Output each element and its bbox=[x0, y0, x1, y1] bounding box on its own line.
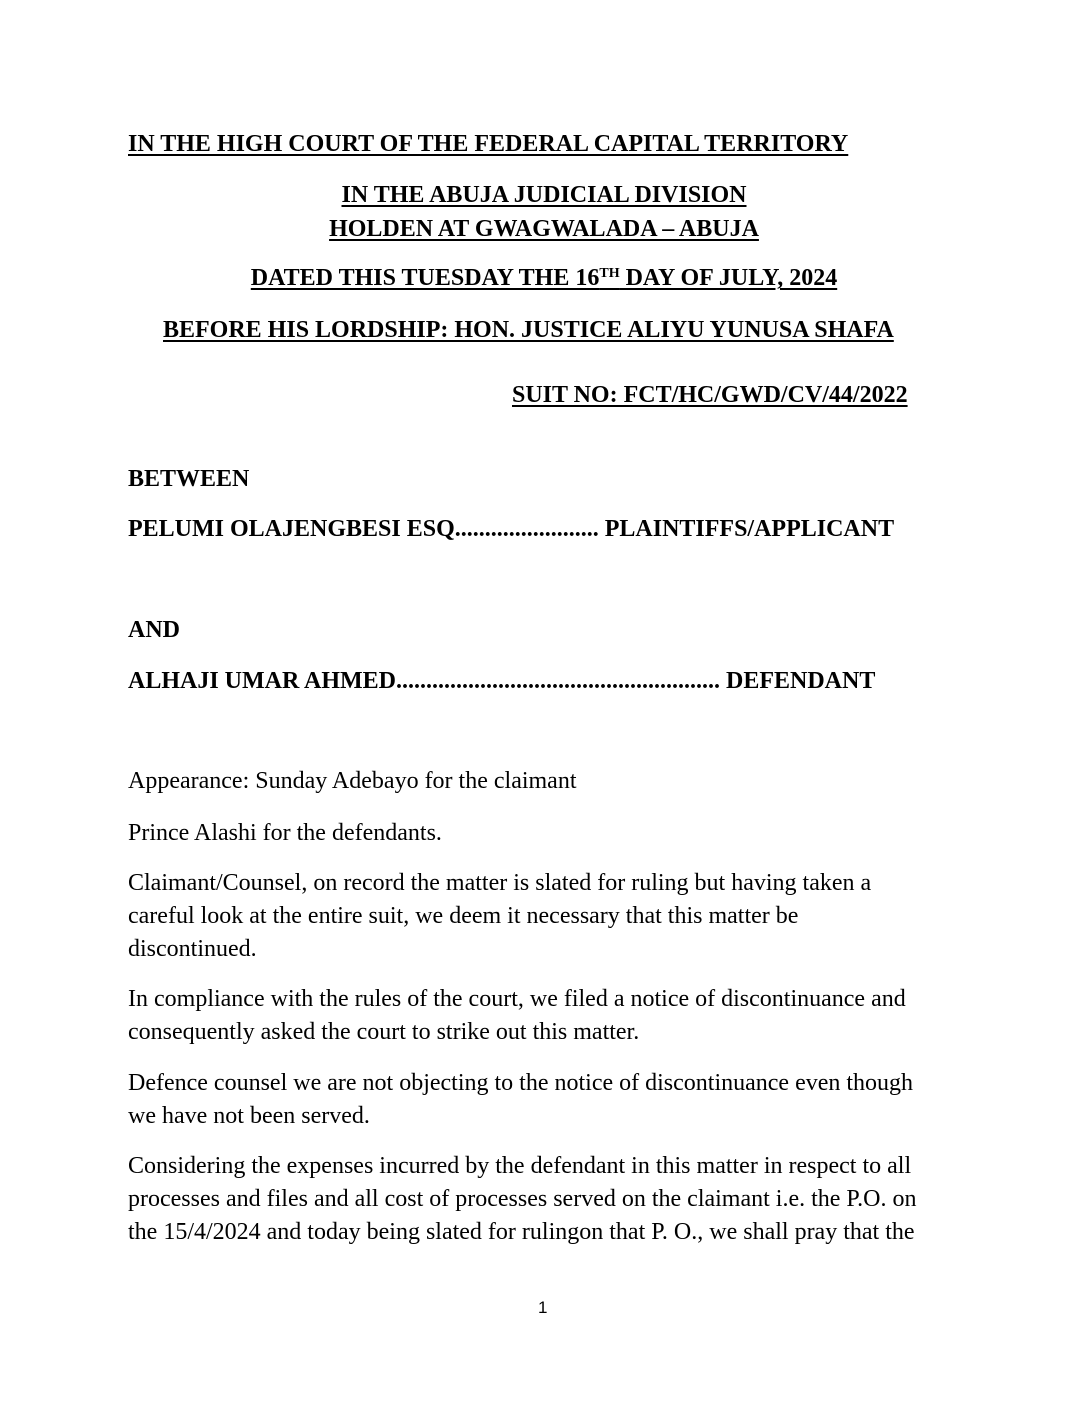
division-title: IN THE ABUJA JUDICIAL DIVISION bbox=[341, 182, 747, 208]
paragraph-line: Considering the expenses incurred by the defendant in this matter in respect to all bbox=[128, 1153, 912, 1179]
paragraph-line: Claimant/Counsel, on record the matter is slated for ruling but having taken a bbox=[128, 870, 872, 896]
dated-prefix: DATED THIS TUESDAY THE 16 bbox=[250, 265, 600, 291]
paragraph-line: we have not been served. bbox=[128, 1103, 370, 1129]
dated-line bbox=[0, 264, 1088, 292]
paragraph-line: consequently asked the court to strike out this matter. bbox=[128, 1019, 640, 1045]
appearance-line: Appearance: Sunday Adebayo for the claimant bbox=[128, 768, 577, 794]
paragraph-defence-counsel bbox=[128, 1067, 958, 1133]
paragraph-expenses bbox=[128, 1150, 958, 1249]
paragraph-line: the 15/4/2024 and today being slated for rulingon that P. O., we shall pray that the bbox=[128, 1219, 915, 1245]
dated-suffix: DAY OF JULY, 2024 bbox=[619, 265, 838, 291]
dated-superscript: TH bbox=[599, 266, 620, 281]
paragraph-line: In compliance with the rules of the court, we filed a notice of discontinuance and bbox=[128, 986, 906, 1012]
between-label: BETWEEN bbox=[128, 466, 250, 492]
defendant-line: ALHAJI UMAR AHMED...................................................... DEFENDANT bbox=[128, 668, 876, 694]
court-title: IN THE HIGH COURT OF THE FEDERAL CAPITAL TERRITORY bbox=[128, 131, 849, 157]
paragraph-line: discontinued. bbox=[128, 936, 257, 962]
paragraph-claimant-counsel bbox=[128, 867, 958, 966]
paragraph-compliance bbox=[128, 983, 958, 1049]
page-number: 1 bbox=[538, 1298, 548, 1317]
holden-title: HOLDEN AT GWAGWALADA – ABUJA bbox=[329, 216, 759, 242]
before-line: BEFORE HIS LORDSHIP: HON. JUSTICE ALIYU YUNUSA SHAFA bbox=[163, 317, 894, 343]
and-label: AND bbox=[128, 617, 180, 643]
prince-line: Prince Alashi for the defendants. bbox=[128, 820, 442, 846]
suit-number: SUIT NO: FCT/HC/GWD/CV/44/2022 bbox=[512, 382, 908, 408]
paragraph-line: processes and files and all cost of processes served on the claimant i.e. the P.O. on bbox=[128, 1186, 917, 1212]
plaintiff-line: PELUMI OLAJENGBESI ESQ........................ PLAINTIFFS/APPLICANT bbox=[128, 516, 895, 542]
paragraph-line: Defence counsel we are not objecting to the notice of discontinuance even though bbox=[128, 1070, 914, 1096]
paragraph-line: careful look at the entire suit, we deem it necessary that this matter be bbox=[128, 903, 799, 929]
